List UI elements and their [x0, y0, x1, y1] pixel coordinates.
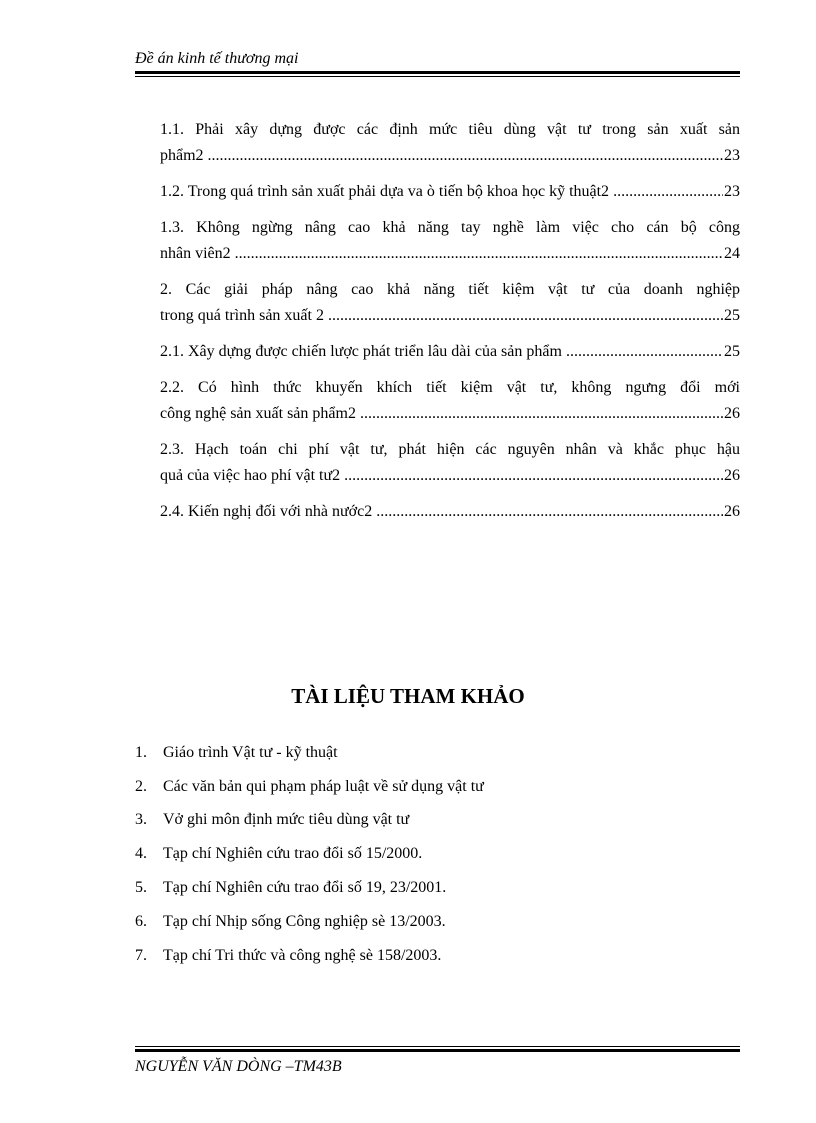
toc-entry-line: 2. Các giải pháp nâng cao khả năng tiết kiệm vật tư của doanh nghiệp [160, 281, 740, 298]
reference-item [135, 736, 484, 770]
reference-text: Giáo trình Vật tư - kỹ thuật [163, 743, 338, 761]
toc-page-number: 26 [724, 503, 740, 520]
toc-page-number: 23 [724, 147, 740, 164]
reference-text: Các văn bản qui phạm pháp luật về sử dụng vật tư [163, 777, 484, 795]
header-rule-thin [135, 76, 740, 77]
toc-entry-last-line [160, 303, 740, 329]
toc-entry-line: 1.1. Phải xây dựng được các định mức tiêu dùng vật tư trong sản xuất sản [160, 121, 740, 138]
toc-entry-last-line [160, 339, 740, 365]
reference-text: Tạp chí Nghiên cứu trao đổi số 19, 23/2001. [163, 879, 447, 897]
toc-entry-last-line [160, 401, 740, 427]
toc-page-number: 25 [724, 307, 740, 324]
reference-number: 2. [135, 777, 147, 795]
toc-entry-last-line [160, 499, 740, 525]
references-list [135, 736, 484, 973]
references-title: TÀI LIỆU THAM KHẢO [291, 684, 525, 708]
page-header-title: Đề án kinh tế thương mại [135, 50, 299, 67]
table-of-contents [160, 117, 740, 535]
toc-page-number: 23 [724, 183, 740, 200]
reference-item [135, 905, 484, 939]
toc-entry-text: phẩm2 ..... [160, 143, 723, 169]
header-rule-thick [135, 71, 740, 74]
reference-item [135, 837, 484, 871]
toc-entry-last-line [160, 241, 740, 267]
reference-number: 3. [135, 811, 147, 829]
reference-text: Tạp chí Nghiên cứu trao đổi số 15/2000. [163, 845, 423, 863]
toc-entry [160, 179, 740, 205]
toc-entry-text: 2.1. Xây dựng được chiến lược phát triển lâu dài của sản phẩm ..... [160, 339, 723, 365]
toc-page-number: 24 [724, 245, 740, 262]
toc-entry [160, 117, 740, 169]
toc-entry [160, 499, 740, 525]
footer-rule-thick [135, 1049, 740, 1052]
toc-entry-text: quả của việc hao phí vật tư2 ..... [160, 463, 723, 489]
reference-item [135, 871, 484, 905]
toc-entry-line: 2.3. Hạch toán chi phí vật tư, phát hiện các nguyên nhân và khắc phục hậu [160, 441, 740, 458]
footer-author: NGUYỄN VĂN DÒNG –TM43B [135, 1058, 342, 1075]
reference-text: Tạp chí Tri thức và công nghệ sè 158/2003. [163, 946, 442, 964]
reference-item [135, 770, 484, 804]
reference-number: 5. [135, 879, 147, 897]
toc-entry [160, 215, 740, 267]
toc-entry [160, 277, 740, 329]
reference-text: Tạp chí Nhịp sống Công nghiệp sè 13/2003. [163, 912, 446, 930]
toc-entry-text: 2.4. Kiến nghị đối với nhà nước2 ..... [160, 499, 723, 525]
toc-entry-line: 1.3. Không ngừng nâng cao khả năng tay nghề làm việc cho cán bộ công [160, 219, 740, 236]
reference-text: Vở ghi môn định mức tiêu dùng vật tư [163, 811, 410, 829]
toc-entry-text: trong quá trình sản xuất 2 ..... [160, 303, 723, 329]
toc-entry-last-line [160, 179, 740, 205]
toc-page-number: 25 [724, 343, 740, 360]
toc-entry [160, 339, 740, 365]
toc-entry-line: 2.2. Có hình thức khuyến khích tiết kiệm vật tư, không ngưng đổi mới [160, 379, 740, 396]
toc-page-number: 26 [724, 467, 740, 484]
reference-number: 4. [135, 845, 147, 863]
footer-rule-thin [135, 1046, 740, 1047]
reference-number: 6. [135, 912, 147, 930]
toc-entry-text: 1.2. Trong quá trình sản xuất phải dựa va ò tiến bộ khoa học kỹ thuật2 ..... [160, 179, 723, 205]
toc-entry-text: nhân viên2 ..... [160, 241, 723, 267]
toc-page-number: 26 [724, 405, 740, 422]
reference-item [135, 804, 484, 838]
toc-entry-text: công nghệ sản xuất sản phẩm2 ..... [160, 401, 723, 427]
toc-entry [160, 437, 740, 489]
toc-entry-last-line [160, 463, 740, 489]
toc-entry-last-line [160, 143, 740, 169]
reference-number: 7. [135, 946, 147, 964]
reference-item [135, 939, 484, 973]
toc-entry [160, 375, 740, 427]
reference-number: 1. [135, 743, 147, 761]
